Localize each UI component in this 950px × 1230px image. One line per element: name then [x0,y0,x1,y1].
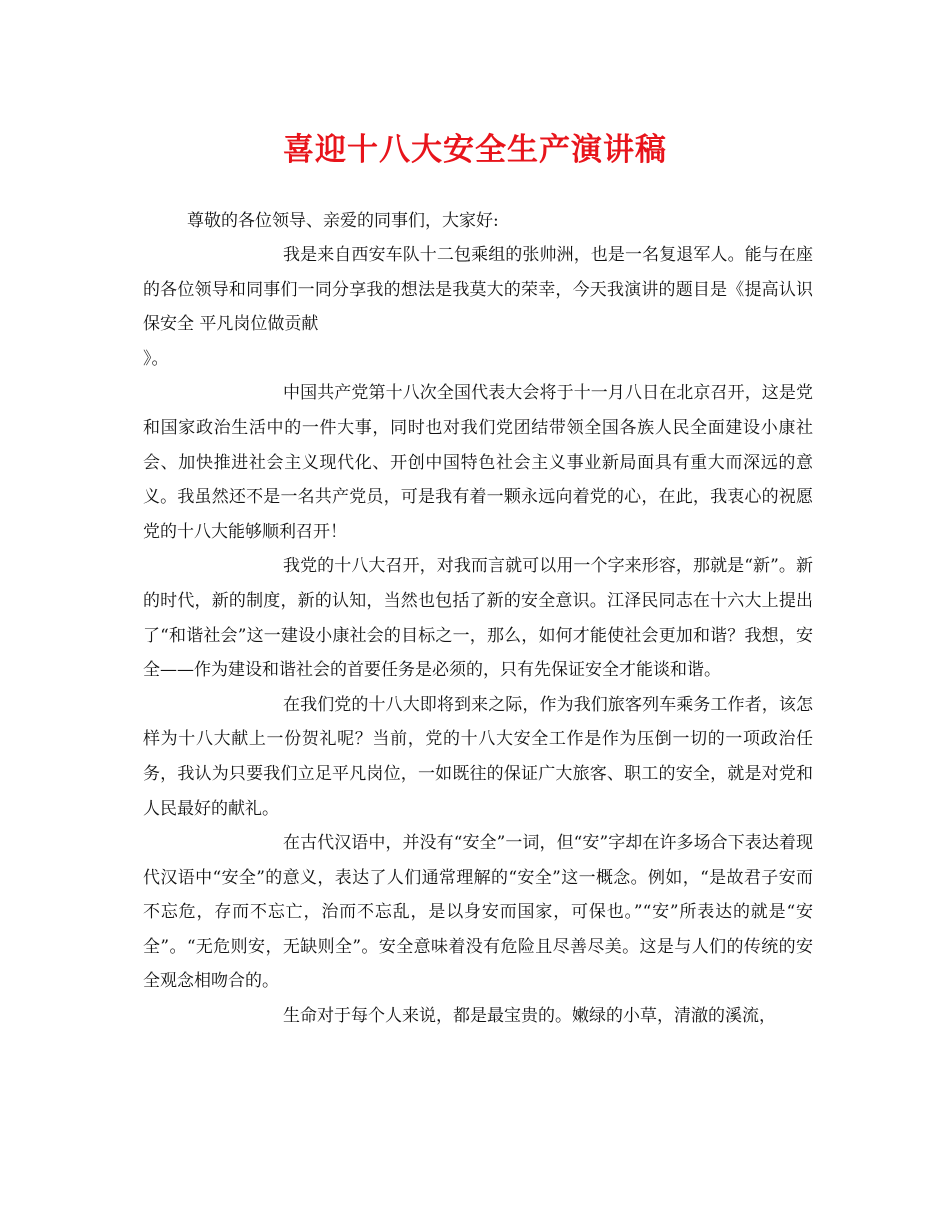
document-body [143,238,813,1034]
paragraph-life: 生命对于每个人来说，都是最宝贵的。嫩绿的小草，清澈的溪流， [283,1006,776,1027]
paragraph-new: 我党的十八大召开，对我而言就可以用一个字来形容，那就是“新”。新的时代，新的制度，新的认知，当然也包括了新的安全意识。江泽民同志在十六大上提出了“和谐社会”这一建设小康社会的目标之一，那么，如何才能使社会更加和谐？我想，安全——作为建设和谐社会的首要任务是必须的，只有先保证安全才能谈和谐。 [143,556,813,681]
paragraph-gift: 在我们党的十八大即将到来之际，作为我们旅客列车乘务工作者，该怎样为十八大献上一份贺礼呢？当前，党的十八大安全工作是作为压倒一切的一项政治任务，我认为只要我们立足平凡岗位，一如既往的保证广大旅客、职工的安全，就是对党和人民最好的献礼。 [143,694,813,819]
greeting-line: 尊敬的各位领导、亲爱的同事们，大家好: [187,211,499,231]
paragraph-congress: 中国共产党第十八次全国代表大会将于十一月八日在北京召开，这是党和国家政治生活中的一件大事，同时也对我们党团结带领全国各族人民全面建设小康社会、加快推进社会主义现代化、开创中国特色社会主义事业新局面具有重大而深远的意义。我虽然还不是一名共产党员，可是我有着一颗永远向着党的心，在此，我衷心的祝愿党的十八大能够顺利召开！ [143,383,813,542]
paragraph-ancient: 在古代汉语中，并没有“安全”一词，但“安”字却在许多场合下表达着现代汉语中“安全”的意义，表达了人们通常理解的“安全”这一概念。例如，“是故君子安而不忘危，存而不忘亡，治而不忘乱，是以身安而国家，可保也。”“安”所表达的就是“安全”。“无危则安，无缺则全”。安全意味着没有危险且尽善尽美。这是与人们的传统的安全观念相吻合的。 [143,833,813,992]
paragraph-intro-close: 》。 [143,348,169,369]
paragraph-intro: 我是来自西安车队十二包乘组的张帅洲，也是一名复退军人。能与在座的各位领导和同事们一同分享我的想法是我莫大的荣幸，今天我演讲的题目是《提高认识保安全 平凡岗位做贡献 [143,245,813,335]
document-title: 喜迎十八大安全生产演讲稿 [283,132,667,168]
